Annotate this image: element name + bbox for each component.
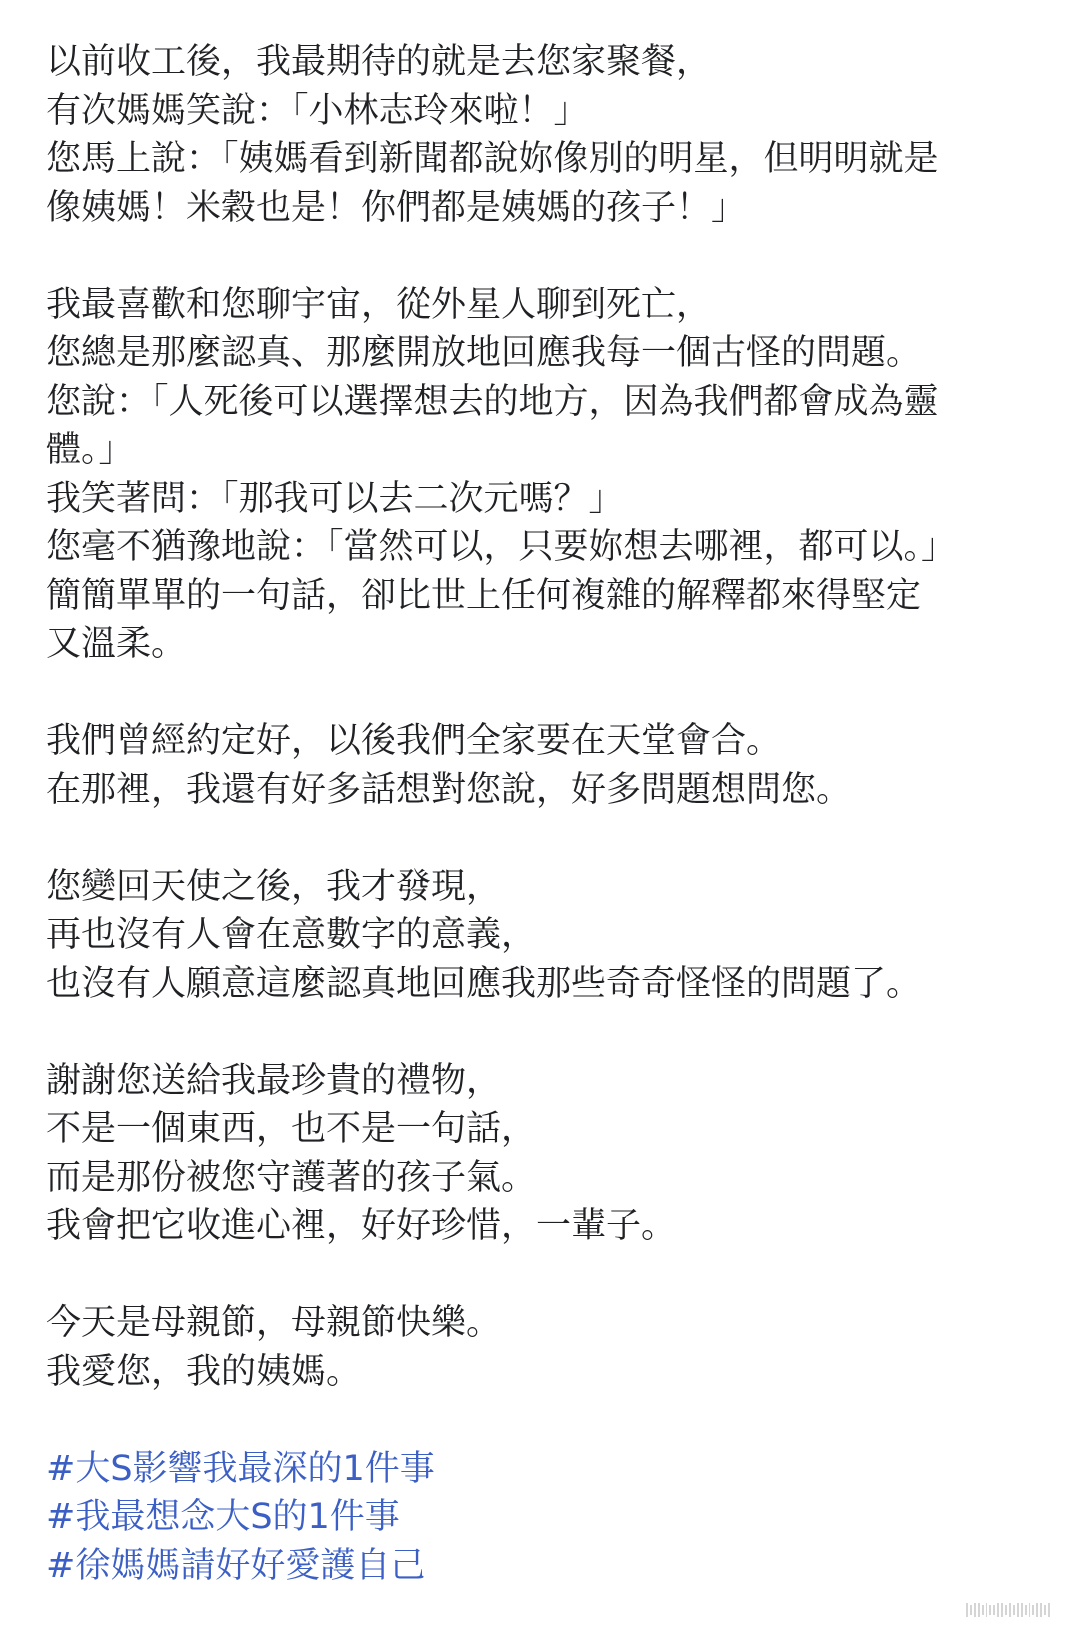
post-text-line: 您毫不猶豫地說：「當然可以，只要妳想去哪裡，都可以。」 — [46, 527, 957, 567]
post-text-line: 在那裡，我還有好多話想對您說，好多問題想問您。 — [46, 769, 852, 810]
paragraph-spacer — [46, 1396, 1036, 1445]
paragraph-spacer — [46, 232, 1036, 281]
barcode-bar — [1036, 1603, 1038, 1617]
paragraph-spacer — [46, 1251, 1036, 1300]
post-text-line: 我會把它收進心裡，好好珍惜，一輩子。 — [46, 1206, 677, 1246]
barcode-bar — [982, 1605, 984, 1615]
post-text-line: 今天是母親節，母親節快樂。 — [46, 1303, 502, 1343]
post-text-line: 又溫柔。 — [46, 624, 187, 664]
post-text-line: 再也沒有人會在意數字的意義， — [46, 915, 537, 955]
barcode-bar — [1017, 1603, 1019, 1617]
post-text-line: 我們曾經約定好，以後我們全家要在天堂會合。 — [46, 721, 782, 761]
barcode-bar — [974, 1603, 976, 1617]
barcode-bar — [1029, 1603, 1031, 1617]
barcode-bar — [1044, 1605, 1046, 1615]
barcode-watermark-icon — [966, 1602, 1050, 1618]
barcode-bar — [993, 1605, 995, 1615]
paragraph — [46, 1057, 1036, 1251]
post-text-line: 您說：「人死後可以選擇想去的地方，因為我們都會成為靈 — [46, 381, 939, 422]
post-text-line: 體。」 — [46, 430, 134, 470]
paragraph — [46, 1299, 1036, 1396]
paragraph — [46, 863, 1036, 1009]
post-text-line: 您馬上說：「姨媽看到新聞都說妳像別的明星，但明明就是 — [46, 139, 939, 179]
post-text-line: 簡簡單單的一句話，卻比世上任何複雜的解釋都來得堅定 — [46, 575, 922, 616]
barcode-bar — [986, 1603, 988, 1617]
barcode-bar — [1009, 1603, 1011, 1617]
post-text-line: 謝謝您送給我最珍貴的禮物， — [46, 1060, 502, 1101]
post-text-line: 我最喜歡和您聊宇宙，從外星人聊到死亡， — [46, 284, 712, 325]
barcode-bar — [970, 1605, 972, 1615]
paragraph — [46, 281, 1036, 669]
hashtag-link[interactable]: #我最想念大S的1件事 — [46, 1497, 400, 1537]
post-text-line: 有次媽媽笑說：「小林志玲來啦！」 — [46, 90, 589, 131]
paragraph-spacer — [46, 1008, 1036, 1057]
barcode-bar — [978, 1603, 980, 1617]
barcode-bar — [1048, 1603, 1050, 1617]
post-text-line: 而是那份被您守護著的孩子氣。 — [46, 1157, 537, 1198]
hashtag-link[interactable]: #徐媽媽請好好愛護自己 — [46, 1545, 426, 1586]
barcode-bar — [1001, 1603, 1003, 1617]
barcode-bar — [1040, 1603, 1042, 1617]
post-text-line: 也沒有人願意這麼認真地回應我那些奇奇怪怪的問題了。 — [46, 963, 922, 1004]
hashtag-link[interactable]: #大S影響我最深的1件事 — [46, 1448, 435, 1489]
paragraph — [46, 38, 1036, 232]
barcode-bar — [1025, 1605, 1027, 1615]
barcode-bar — [1005, 1605, 1007, 1615]
paragraph-spacer — [46, 814, 1036, 863]
barcode-bar — [1013, 1605, 1015, 1615]
hashtag-list — [46, 1445, 1036, 1591]
barcode-bar — [997, 1603, 999, 1617]
post-text-line: 您變回天使之後，我才發現， — [46, 866, 502, 907]
post-text-line: 我笑著問：「那我可以去二次元嗎？」 — [46, 478, 624, 519]
post-text-line: 像姨媽！米穀也是！你們都是姨媽的孩子！」 — [46, 187, 747, 228]
paragraph — [46, 717, 1036, 814]
barcode-bar — [1032, 1605, 1034, 1615]
paragraph-spacer — [46, 669, 1036, 718]
post-text-line: 我愛您，我的姨媽。 — [46, 1351, 362, 1392]
post-text-line: 以前收工後，我最期待的就是去您家聚餐， — [46, 42, 712, 82]
post-text-line: 您總是那麼認真、那麼開放地回應我每一個古怪的問題。 — [46, 333, 922, 373]
post-text-line: 不是一個東西，也不是一句話， — [46, 1109, 537, 1149]
barcode-bar — [966, 1603, 968, 1617]
post-body — [46, 38, 1036, 1590]
barcode-bar — [1021, 1603, 1023, 1617]
barcode-bar — [989, 1605, 991, 1615]
